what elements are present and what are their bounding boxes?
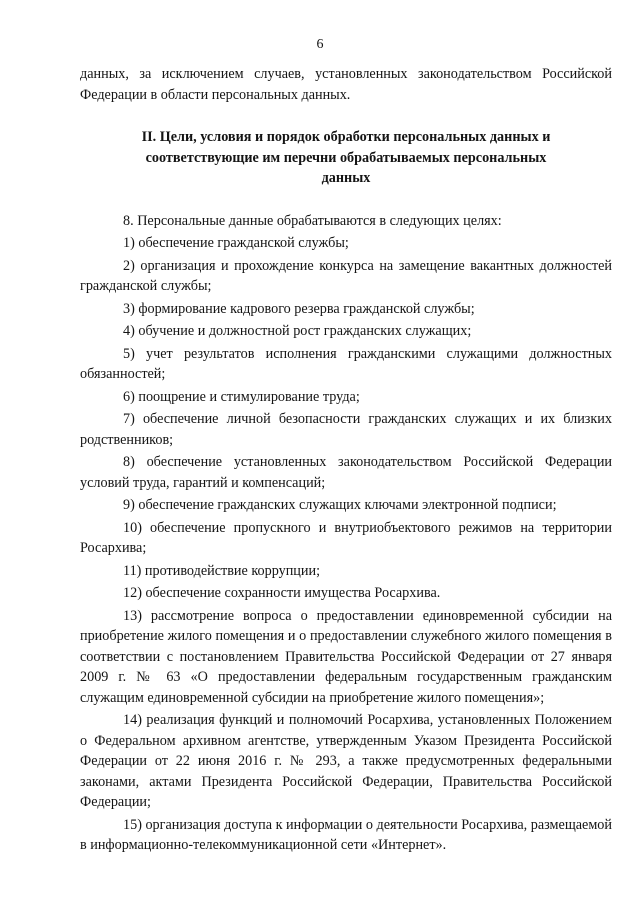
document-body	[80, 64, 612, 856]
list-item: 9) обеспечение гражданских служащих ключами электронной подписи;	[123, 497, 557, 513]
list-item: 7) обеспечение личной безопасности гражданских служащих и их близких родственников;	[80, 411, 612, 448]
list-item: 6) поощрение и стимулирование труда;	[123, 388, 360, 405]
list-item: 10) обеспечение пропускного и внутриобъектового режимов на территории Росархива;	[80, 519, 612, 556]
list-item: 3) формирование кадрового резерва гражданской службы;	[123, 300, 475, 317]
list-item: 1) обеспечение гражданской службы;	[123, 235, 349, 251]
section-heading: II. Цели, условия и порядок обработки персональных данных и соответствующие им перечни обрабатываемых персональных данных	[141, 129, 551, 186]
list-item: 2) организация и прохождение конкурса на замещение вакантных должностей гражданской службы;	[80, 257, 612, 294]
list-item: 14) реализация функций и полномочий Росархива, установленных Положением о Федеральном архивном агентстве, утвержденным Указом Президента Российской Федерации от 22 июня 2016 г. № 293, а также предусмотренных федеральными законами, актами Президента Российской Федерации, Правительства Российской Федерации;	[80, 712, 612, 810]
list-item: 5) учет результатов исполнения гражданскими служащими должностных обязанностей;	[80, 345, 612, 382]
list-item: 12) обеспечение сохранности имущества Росархива.	[123, 585, 441, 601]
list-item: 15) организация доступа к информации о деятельности Росархива, размещаемой в информационно-телекоммуникационной сети «Интернет».	[80, 816, 612, 853]
clause-8-lead: 8. Персональные данные обрабатываются в следующих целях:	[123, 212, 502, 229]
intro-paragraph: данных, за исключением случаев, установленных законодательством Российской Федерации в области персональных данных.	[80, 66, 612, 103]
list-item: 11) противодействие коррупции;	[123, 562, 321, 579]
page-number: 6	[316, 37, 324, 52]
list-item: 13) рассмотрение вопроса о предоставлении единовременной субсидии на приобретение жилого помещения и о предоставлении служебного жилого помещения в соответствии с постановлением Правительства Российской Федерации от 27 января 2009 г. № 63 «О предоставлении федеральным государственным гражданским служащим единовременной субсидии на приобретение жилого помещения»;	[80, 607, 612, 706]
list-item: 8) обеспечение установленных законодательством Российской Федерации условий труда, гарантий и компенсаций;	[80, 454, 612, 491]
list-item: 4) обучение и должностной рост гражданских служащих;	[123, 323, 472, 339]
